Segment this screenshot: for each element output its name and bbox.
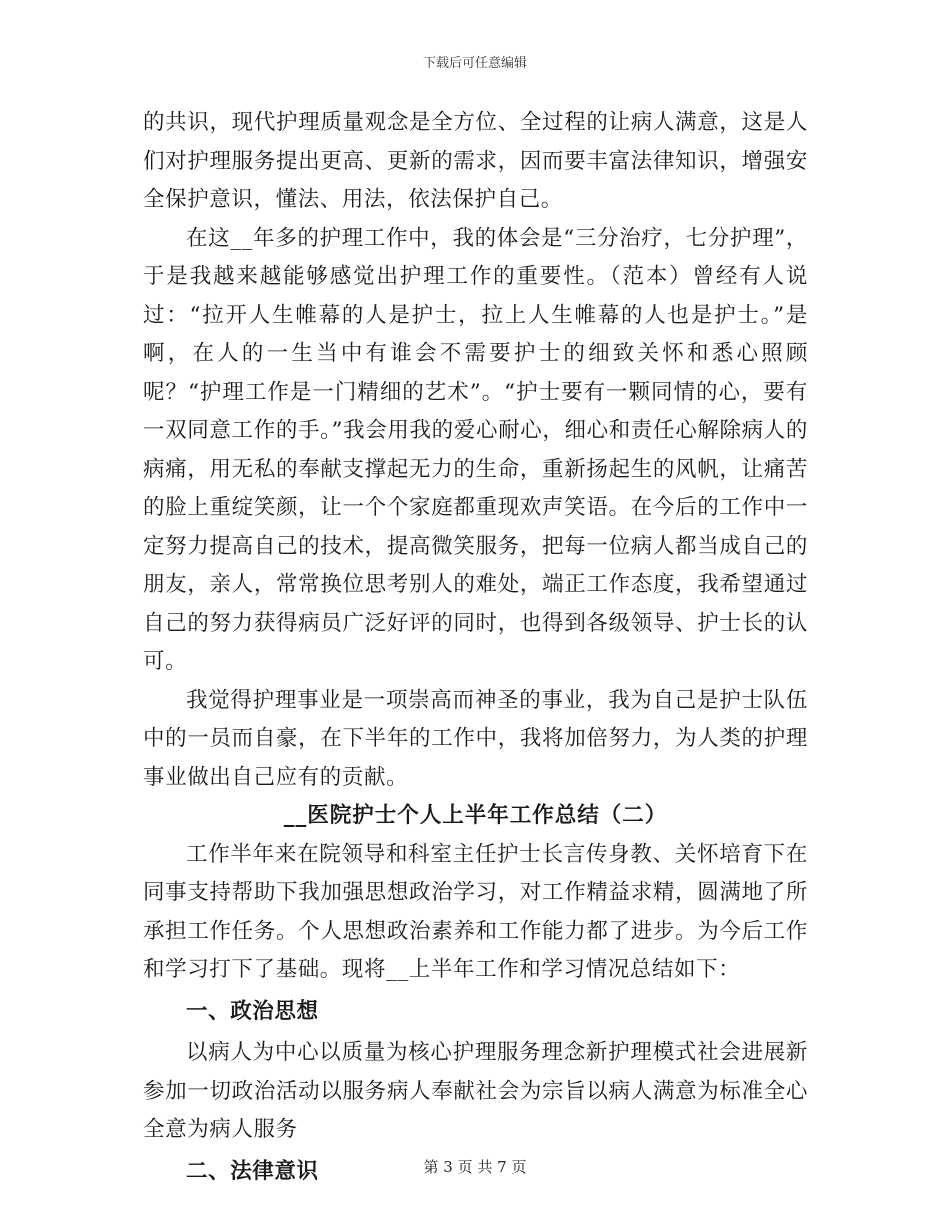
paragraph-3: 我觉得护理事业是一项崇高而神圣的事业，我为自己是护士队伍中的一员而自豪，在下半年的工作中，我将加倍努力，为人类的护理事业做出自己应有的贡献。 xyxy=(143,687,808,790)
heading-legal: 二、法律意识 xyxy=(186,1158,319,1184)
paragraph-2: 在这__年多的护理工作中，我的体会是“三分治疗，七分护理”，于是我越来越能够感觉出护理工作的重要性。（范本）曾经有人说过：“拉开人生帷幕的人是护士，拉上人生帷幕的人也是护士。”是啊，在人的一生当中有谁会不需要护士的细致关怀和悉心照顾呢？“护理工作是一门精细的艺术”。“护士要有一颗同情的心，要有一双同意工作的手。”我会用我的爱心耐心，细心和责任心解除病人的病痛，用无私的奉献支撑起无力的生命，重新扬起生的风帆，让痛苦的脸上重绽笑颜，让一个个家庭都重现欢声笑语。在今后的工作中一定努力提高自己的技术，提高微笑服务，把每一位病人都当成自己的朋友，亲人，常常换位思考别人的难处，端正工作态度，我希望通过自己的努力获得病员广泛好评的同时，也得到各级领导、护士长的认可。 xyxy=(143,225,808,674)
document-body xyxy=(143,104,808,1194)
page-header: 下载后可任意编辑 xyxy=(422,56,527,71)
heading-political: 一、政治思想 xyxy=(186,998,319,1024)
paragraph-1: 的共识，现代护理质量观念是全方位、全过程的让病人满意，这是人们对护理服务提出更高、更新的需求，因而要丰富法律知识，增强安全保护意识，懂法、用法，依法保护自己。 xyxy=(143,110,808,212)
page-footer: 第 3 页 共 7 页 xyxy=(423,1158,527,1176)
paragraph-5: 以病人为中心以质量为核心护理服务理念新护理模式社会进展新参加一切政治活动以服务病人奉献社会为宗旨以病人满意为标准全心全意为病人服务 xyxy=(143,1040,808,1142)
section-title: __医院护士个人上半年工作总结（二） xyxy=(283,803,668,828)
paragraph-4: 工作半年来在院领导和科室主任护士长言传身教、关怀培育下在同事支持帮助下我加强思想政治学习，对工作精益求精，圆满地了所承担工作任务。个人思想政治素养和工作能力都了进步。为今后工作和学习打下了基础。现将__上半年工作和学习情况总结如下： xyxy=(143,841,808,982)
